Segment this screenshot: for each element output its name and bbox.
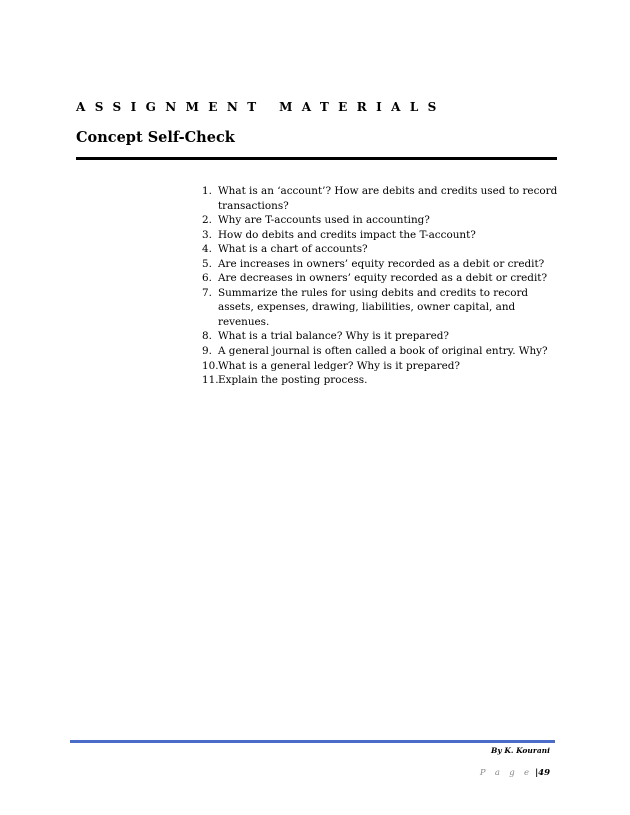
question-text: What is an ‘account’? How are debits and credits used to record transactions? xyxy=(218,185,558,212)
question-number: 11. xyxy=(202,374,219,387)
question-item xyxy=(202,329,562,344)
page-label: P a g e xyxy=(479,768,533,778)
question-item xyxy=(202,242,562,257)
question-number: 4. xyxy=(202,243,212,256)
page-number-block xyxy=(480,768,550,778)
question-item xyxy=(202,213,562,228)
question-item xyxy=(202,359,562,374)
question-number: 7. xyxy=(202,286,212,299)
question-item xyxy=(202,344,562,359)
question-text: Summarize the rules for using debits and credits to record assets, expenses, drawing, liabilities, owner capital, and revenues. xyxy=(218,286,529,328)
question-item xyxy=(202,228,562,243)
author-credit: By K. Kourani xyxy=(491,746,550,755)
question-number: 8. xyxy=(202,330,212,343)
question-text: What is a trial balance? Why is it prepared? xyxy=(218,330,449,343)
question-item xyxy=(202,271,562,286)
question-text: A general journal is often called a book of original entry. Why? xyxy=(218,345,548,358)
question-item xyxy=(202,257,562,272)
question-text: Are decreases in owners’ equity recorded as a debit or credit? xyxy=(218,272,548,285)
question-item xyxy=(202,286,562,330)
question-item xyxy=(202,373,562,388)
question-text: What is a chart of accounts? xyxy=(218,243,368,256)
footer-divider xyxy=(70,740,555,743)
question-text: Why are T-accounts used in accounting? xyxy=(218,214,430,227)
question-number: 10. xyxy=(202,359,219,372)
question-text: Explain the posting process. xyxy=(218,374,368,387)
page-separator: | xyxy=(535,768,539,778)
question-text: Are increases in owners’ equity recorded as a debit or credit? xyxy=(218,257,545,270)
question-text: How do debits and credits impact the T-account? xyxy=(218,228,476,241)
page-subtitle: Concept Self-Check xyxy=(76,129,235,146)
question-item xyxy=(202,184,562,213)
question-number: 2. xyxy=(202,214,212,227)
section-heading: ASSIGNMENT MATERIALS xyxy=(76,100,446,114)
question-number: 1. xyxy=(202,185,212,197)
question-number: 5. xyxy=(202,257,212,270)
question-number: 9. xyxy=(202,345,212,358)
question-number: 3. xyxy=(202,228,212,241)
question-number: 6. xyxy=(202,272,212,285)
page-number: 49 xyxy=(538,768,550,778)
question-text: What is a general ledger? Why is it prepared? xyxy=(218,359,460,372)
question-list xyxy=(202,184,562,388)
header-divider xyxy=(76,157,557,160)
